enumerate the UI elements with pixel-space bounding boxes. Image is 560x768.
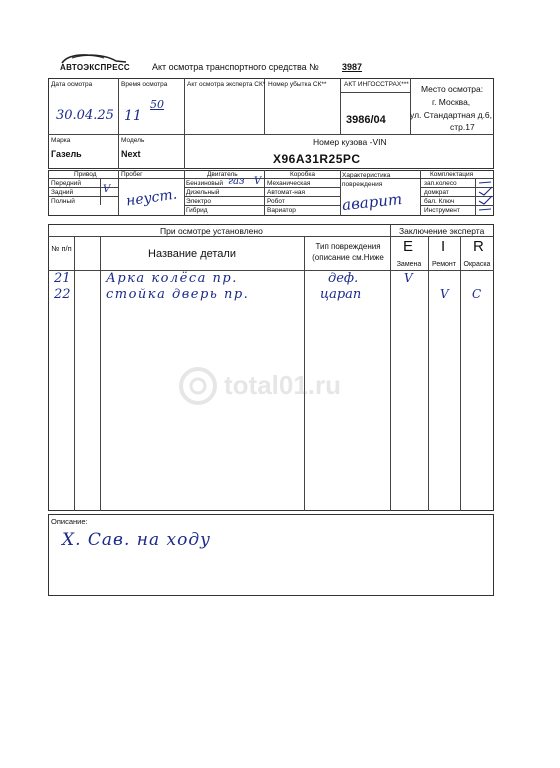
drive-rear: Задний xyxy=(51,189,74,196)
gearbox-robot: Робот xyxy=(267,198,285,205)
place-line3: стр.17 xyxy=(450,122,475,132)
equipment-wrench: бал. Ключ xyxy=(424,198,455,205)
document-number: 3987 xyxy=(342,62,363,72)
engine-check: V xyxy=(254,176,262,187)
date-label: Дата осмотра xyxy=(51,81,93,88)
engine-label: Двигатель xyxy=(207,171,238,178)
col-name-header: Название детали xyxy=(148,248,236,260)
gearbox-label: Коробка xyxy=(290,171,315,178)
mileage-label: Пробег xyxy=(121,171,143,178)
equipment-label: Комплектация xyxy=(430,171,474,178)
row-no: 22 xyxy=(54,287,71,302)
model-value: Next xyxy=(121,149,141,159)
drive-front: Передний xyxy=(51,180,82,187)
drive-check: V xyxy=(103,184,111,195)
engine-petrol: Бензиновый xyxy=(186,180,224,187)
row-repair: V xyxy=(440,287,449,301)
drive-full: Полный xyxy=(51,198,75,205)
equipment-spare: зап.колесо xyxy=(424,180,457,187)
time-label: Время осмотра xyxy=(121,81,168,88)
col-no-header: № п/п xyxy=(51,244,72,253)
equipment-jack: домкрат xyxy=(424,189,449,196)
row-part-name: стойка дверь пр. xyxy=(106,287,250,302)
document-title: Акт осмотра транспортного средства № xyxy=(152,62,319,72)
watermark-logo-icon xyxy=(178,366,218,406)
col-e-header: E xyxy=(403,238,414,255)
date-value: 30.04.25 xyxy=(56,108,114,123)
time-value: 11 xyxy=(124,108,142,124)
engine-hybrid: Гибрид xyxy=(186,207,208,214)
engine-electro: Электро xyxy=(186,198,211,205)
equipment-tools: Инструмент xyxy=(424,207,460,214)
row-paint: С xyxy=(472,287,482,301)
watermark-text: total01.ru xyxy=(224,370,342,400)
col-r-sub: Окраска xyxy=(463,261,491,268)
description-box xyxy=(48,514,494,596)
table-right-header: Заключение эксперта xyxy=(399,226,485,236)
loss-number-label: Номер убытка СК** xyxy=(268,81,327,88)
make-value: Газель xyxy=(51,149,82,159)
row-damage-type: деф. xyxy=(328,271,359,286)
logo xyxy=(58,52,130,74)
engine-note: газ xyxy=(228,176,245,187)
place-label: Место осмотра: xyxy=(421,84,484,94)
col-i-sub: Ремонт xyxy=(431,261,457,268)
vin-label: Номер кузова -VIN xyxy=(313,137,387,147)
gearbox-manual: Механическая xyxy=(267,180,311,187)
table-row xyxy=(48,287,494,302)
table-row xyxy=(48,271,494,286)
gearbox-auto: Автомат-ная xyxy=(267,189,305,196)
vin-value: X96A31R25PC xyxy=(273,152,361,166)
ingos-label: АКТ ИНГОССТРАХ*** xyxy=(344,81,409,88)
row-replace: V xyxy=(404,271,413,285)
place-line2: ул. Стандартная д.6, xyxy=(410,110,493,120)
place-line1: г. Москва, xyxy=(432,97,471,107)
damage-char-label: Характеристика повреждения xyxy=(342,172,391,188)
logo-text: АВТОЭКСПРЕСС xyxy=(60,63,130,72)
drive-label: Привод xyxy=(74,171,97,178)
row-damage-type: царап xyxy=(320,287,362,302)
equipment-marks-icon xyxy=(476,179,494,215)
ingos-value: 3986/04 xyxy=(346,114,386,126)
time-minutes: 50 xyxy=(150,98,164,111)
damage-char-value: аварит xyxy=(341,189,403,215)
row-no: 21 xyxy=(54,271,71,286)
model-label: Модель xyxy=(121,137,145,144)
description-value: Х. Сав. на ходу xyxy=(62,530,211,550)
col-r-header: R xyxy=(473,238,484,255)
description-label: Описание: xyxy=(51,517,88,526)
table-left-header: При осмотре установлено xyxy=(160,226,263,236)
col-type-header: Тип повреждения (описание см.Ниже xyxy=(312,242,384,262)
col-e-sub: Замена xyxy=(396,261,422,268)
gearbox-variator: Вариатор xyxy=(267,207,296,214)
row-part-name: Арка колёса пр. xyxy=(106,271,238,286)
sk-expert-label: Акт осмотра эксперта СК* xyxy=(187,81,266,88)
make-label: Марка xyxy=(51,137,71,144)
col-i-header: I xyxy=(441,238,446,255)
engine-diesel: Дизельный xyxy=(186,189,220,196)
mileage-value: неуст. xyxy=(125,186,179,210)
